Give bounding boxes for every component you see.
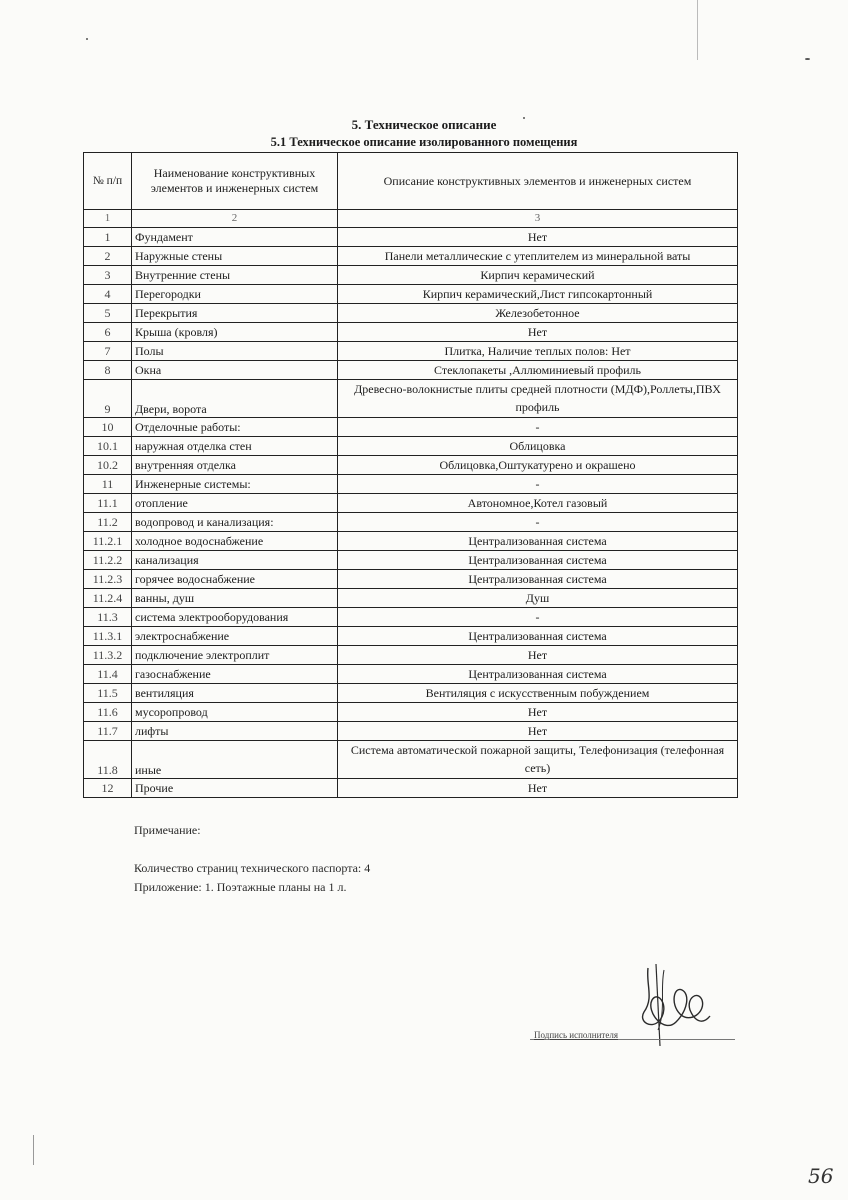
table-row [84,494,738,513]
row-number: 1 [84,228,132,247]
element-description: Древесно-волокнистые плиты средней плотности (МДФ),Роллеты,ПВХ профиль [338,380,738,418]
element-description: Плитка, Наличие теплых полов: Нет [338,342,738,361]
table-row [84,608,738,627]
scan-speck [86,38,88,40]
element-name: Инженерные системы: [132,475,338,494]
element-name: водопровод и канализация: [132,513,338,532]
header-number: № п/п [84,153,132,210]
column-index: 3 [338,210,738,228]
row-number: 11.2 [84,513,132,532]
row-number: 11.2.4 [84,589,132,608]
element-description: Централизованная система [338,627,738,646]
element-description: Облицовка,Оштукатурено и окрашено [338,456,738,475]
element-description: Панели металлические с утеплителем из минеральной ваты [338,247,738,266]
element-description: Система автоматической пожарной защиты, Телефонизация (телефонная сеть) [338,741,738,779]
element-name: отопление [132,494,338,513]
element-description: - [338,475,738,494]
element-name: Прочие [132,779,338,798]
element-name: Перегородки [132,285,338,304]
element-name: Двери, ворота [132,380,338,418]
element-name: Фундамент [132,228,338,247]
element-description: - [338,418,738,437]
row-number: 2 [84,247,132,266]
column-index-row [84,210,738,228]
element-name: Крыша (кровля) [132,323,338,342]
table-row [84,380,738,418]
subsection-title: 5.1 Техническое описание изолированного помещения [270,135,578,149]
appendix-note: Приложение: 1. Поэтажные планы на 1 л. [134,880,347,894]
row-number: 12 [84,779,132,798]
scan-speck [805,58,810,60]
row-number: 11.3.1 [84,627,132,646]
row-number: 11.1 [84,494,132,513]
element-description: Нет [338,703,738,722]
element-name: Полы [132,342,338,361]
element-description: Централизованная система [338,551,738,570]
table-row [84,532,738,551]
table-header-row [84,153,738,210]
table-row [84,266,738,285]
element-name: холодное водоснабжение [132,532,338,551]
element-description: Нет [338,779,738,798]
element-name: газоснабжение [132,665,338,684]
row-number: 7 [84,342,132,361]
pages-count-note: Количество страниц технического паспорта: 4 [134,861,371,875]
element-description: Железобетонное [338,304,738,323]
element-name: подключение электроплит [132,646,338,665]
element-description: Кирпич керамический [338,266,738,285]
table-row [84,437,738,456]
section-title: 5. Техническое описание [351,117,497,132]
table-row [84,665,738,684]
element-description: Нет [338,722,738,741]
element-description: Нет [338,646,738,665]
element-name: Перекрытия [132,304,338,323]
table-row [84,247,738,266]
table-row [84,703,738,722]
table-row [84,342,738,361]
row-number: 11 [84,475,132,494]
element-description: Стеклопакеты ,Аллюминиевый профиль [338,361,738,380]
element-description: Душ [338,589,738,608]
table-row [84,741,738,779]
table-row [84,285,738,304]
row-number: 11.8 [84,741,132,779]
header-element-description: Описание конструктивных элементов и инженерных систем [338,153,738,210]
row-number: 9 [84,380,132,418]
table-row [84,323,738,342]
row-number: 11.7 [84,722,132,741]
row-number: 11.2.1 [84,532,132,551]
row-number: 11.3 [84,608,132,627]
header-element-name: Наименование конструктивных элементов и инженерных систем [132,153,338,210]
element-description: Облицовка [338,437,738,456]
row-number: 10 [84,418,132,437]
table-row [84,779,738,798]
table-row [84,361,738,380]
row-number: 11.3.2 [84,646,132,665]
row-number: 11.4 [84,665,132,684]
element-description: - [338,608,738,627]
row-number: 10.2 [84,456,132,475]
signature-label: Подпись исполнителя [534,1030,618,1040]
element-description: Нет [338,323,738,342]
signature-scribble [630,960,720,1050]
table-row [84,304,738,323]
element-name: Отделочные работы: [132,418,338,437]
element-name: ванны, душ [132,589,338,608]
element-name: электроснабжение [132,627,338,646]
element-description: Автономное,Котел газовый [338,494,738,513]
element-name: внутренняя отделка [132,456,338,475]
element-name: Внутренние стены [132,266,338,285]
table-row [84,684,738,703]
element-name: наружная отделка стен [132,437,338,456]
notes-label: Примечание: [134,823,201,837]
table-row [84,551,738,570]
technical-description-table [83,152,738,798]
row-number: 4 [84,285,132,304]
element-name: система электрооборудования [132,608,338,627]
table-row [84,722,738,741]
element-name: вентиляция [132,684,338,703]
table-row [84,646,738,665]
table-row [84,589,738,608]
row-number: 11.2.3 [84,570,132,589]
column-index: 2 [132,210,338,228]
element-name: мусоропровод [132,703,338,722]
element-description: - [338,513,738,532]
element-description: Централизованная система [338,532,738,551]
element-name: Окна [132,361,338,380]
row-number: 3 [84,266,132,285]
row-number: 10.1 [84,437,132,456]
element-name: лифты [132,722,338,741]
table-row [84,475,738,494]
table-row [84,570,738,589]
table-row [84,456,738,475]
row-number: 11.6 [84,703,132,722]
page-edge-line [697,0,698,60]
table-row [84,627,738,646]
column-index: 1 [84,210,132,228]
element-description: Централизованная система [338,570,738,589]
scan-artifact [33,1135,34,1165]
table-row [84,513,738,532]
row-number: 6 [84,323,132,342]
element-description: Кирпич керамический,Лист гипсокартонный [338,285,738,304]
row-number: 11.5 [84,684,132,703]
row-number: 5 [84,304,132,323]
row-number: 11.2.2 [84,551,132,570]
element-name: канализация [132,551,338,570]
table-row [84,228,738,247]
element-description: Централизованная система [338,665,738,684]
table-row [84,418,738,437]
element-name: иные [132,741,338,779]
row-number: 8 [84,361,132,380]
page-number: 56 [808,1164,834,1188]
element-description: Вентиляция с искусственным побуждением [338,684,738,703]
element-name: горячее водоснабжение [132,570,338,589]
element-name: Наружные стены [132,247,338,266]
element-description: Нет [338,228,738,247]
